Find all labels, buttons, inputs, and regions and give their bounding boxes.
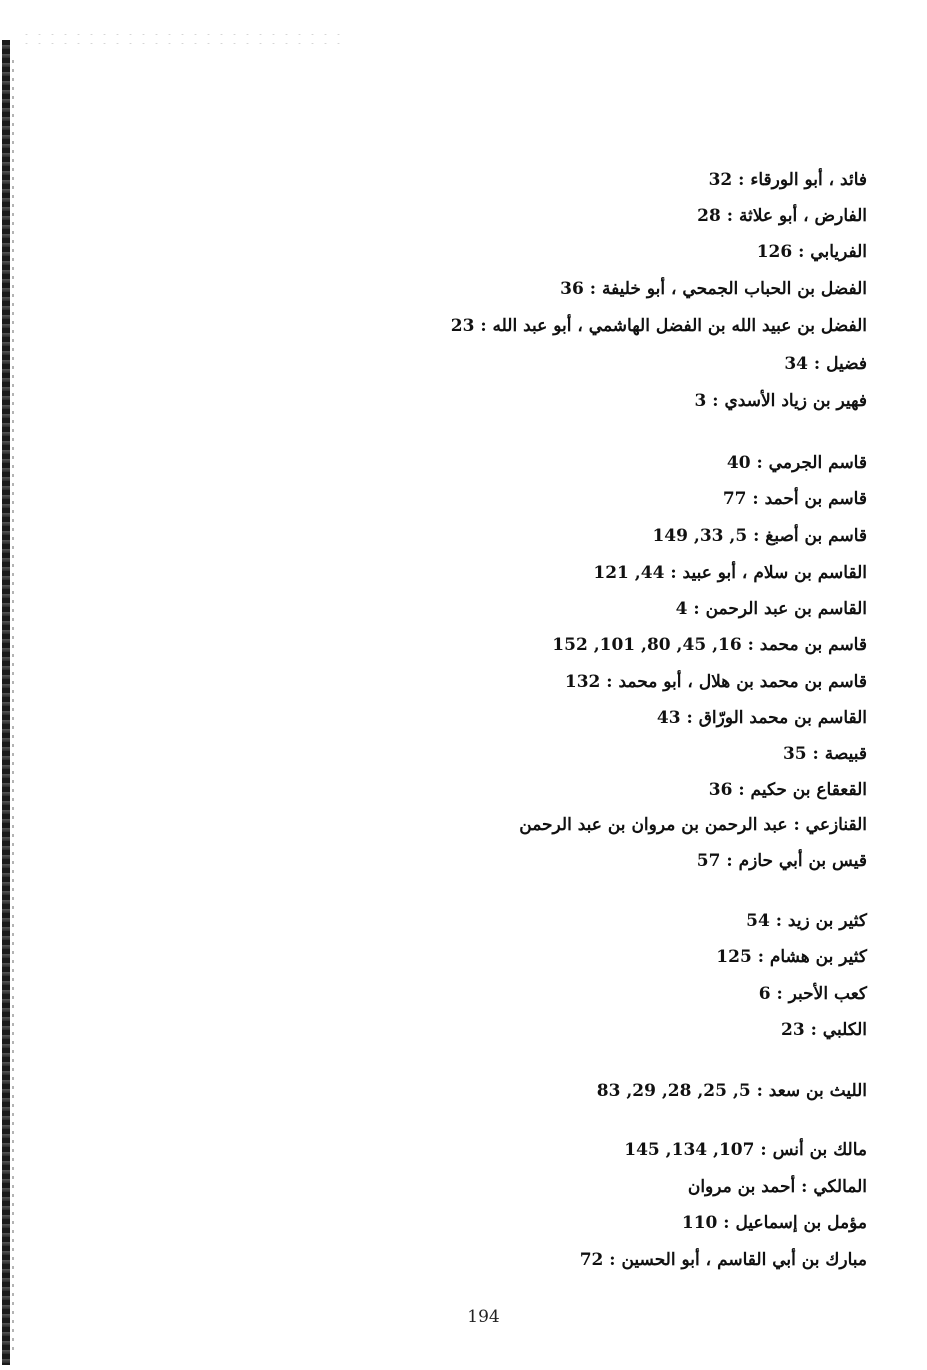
index-entry: فائد ، أبو الورقاء : 32 [708, 170, 867, 190]
index-entry: قاسم بن محمد بن هلال ، أبو محمد : 132 [564, 672, 867, 692]
index-entry: الليث بن سعد : 5, 25, 28, 29, 83 [596, 1081, 867, 1101]
index-entry: مبارك بن أبي القاسم ، أبو الحسين : 72 [579, 1250, 867, 1270]
index-entry: الفريابي : 126 [756, 242, 867, 262]
index-entry: الفضل بن عبيد الله بن الفضل الهاشمي ، أبو عبد الله : 23 [450, 316, 867, 336]
index-entry: قاسم بن أحمد : 77 [722, 489, 867, 509]
binding-edge [2, 40, 10, 1365]
index-entry: القاسم بن محمد الورّاق : 43 [656, 708, 867, 728]
page-number: 194 [467, 1307, 500, 1327]
index-entry: القنازعي : عبد الرحمن بن مروان بن عبد الرحمن [519, 815, 867, 835]
index-entry: فضيل : 34 [784, 354, 867, 374]
index-entry: الكلبي : 23 [780, 1020, 867, 1040]
index-entry: كثير بن زيد : 54 [746, 911, 867, 931]
index-entry: قيس بن أبي حازم : 57 [696, 851, 867, 871]
index-entry: كعب الأحبر : 6 [758, 984, 867, 1004]
index-entry: مالك بن أنس : 107, 134, 145 [624, 1140, 867, 1160]
index-entry: قاسم الجرمي : 40 [726, 453, 867, 473]
index-entry: قبيصة : 35 [782, 744, 867, 764]
binding-edge-shadow [12, 60, 14, 1350]
index-entry: الفضل بن الحباب الجمحي ، أبو خليفة : 36 [560, 279, 867, 299]
index-entry: الفارض ، أبو علاثة : 28 [697, 206, 867, 226]
index-entry: المالكي : أحمد بن مروان [687, 1177, 867, 1197]
index-entry: مؤمل بن إسماعيل : 110 [681, 1213, 867, 1233]
index-entry: القعقاع بن حكيم : 36 [708, 780, 867, 800]
index-entry: فهير بن زياد الأسدي : 3 [694, 391, 867, 411]
scan-speckle [20, 30, 350, 52]
index-entry: القاسم بن سلام ، أبو عبيد : 44, 121 [593, 563, 867, 583]
index-entry: القاسم بن عبد الرحمن : 4 [675, 599, 867, 619]
index-entry: قاسم بن أصبغ : 5, 33, 149 [652, 526, 867, 546]
index-entry: كثير بن هشام : 125 [716, 947, 867, 967]
index-entry: قاسم بن محمد : 16, 45, 80, 101, 152 [552, 635, 867, 655]
